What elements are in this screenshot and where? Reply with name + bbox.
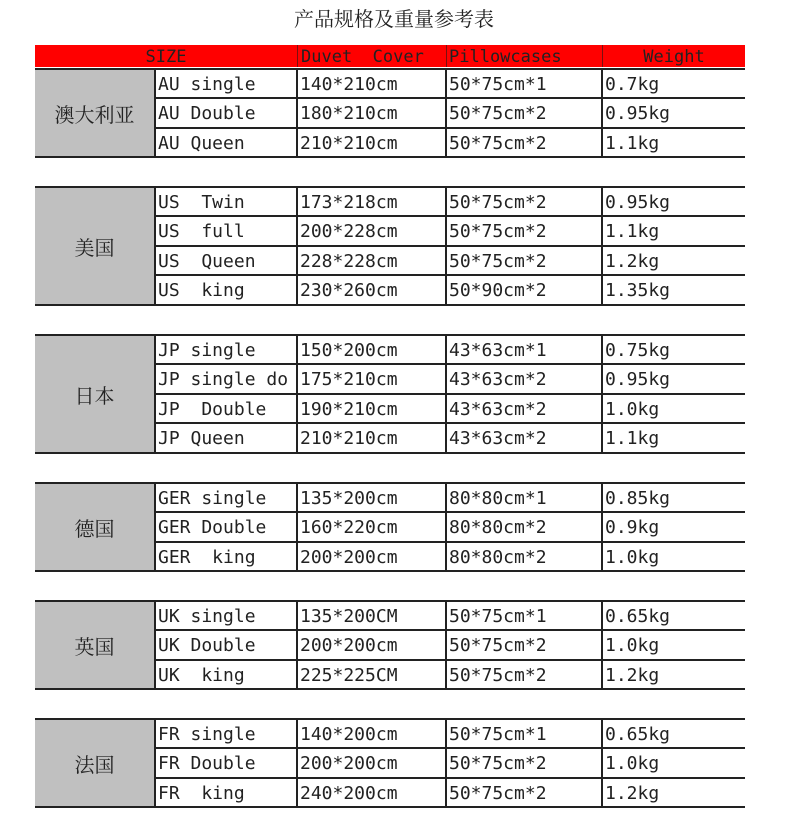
size-cell: FR single — [158, 724, 256, 745]
group-top-border — [35, 334, 745, 336]
table-row — [155, 748, 745, 777]
column-divider — [296, 187, 298, 305]
duvet-cover-cell: 228*228cm — [300, 251, 398, 272]
duvet-cover-cell: 200*228cm — [300, 221, 398, 242]
column-divider — [154, 69, 156, 157]
row-divider — [35, 688, 745, 690]
column-divider — [445, 719, 447, 807]
weight-cell: 1.2kg — [605, 251, 660, 272]
country-group — [35, 601, 745, 689]
table-row — [155, 512, 745, 541]
duvet-cover-cell: 135*200cm — [300, 488, 398, 509]
column-divider — [296, 719, 298, 807]
header-divider — [297, 45, 298, 67]
pillowcases-cell: 80*80cm*2 — [449, 547, 547, 568]
weight-cell: 1.2kg — [605, 665, 660, 686]
size-cell: GER king — [158, 547, 256, 568]
weight-cell: 1.0kg — [605, 399, 660, 420]
pillowcases-cell: 50*75cm*2 — [449, 221, 547, 242]
pillowcases-cell: 43*63cm*1 — [449, 340, 547, 361]
column-divider — [296, 483, 298, 571]
table-row — [155, 542, 745, 571]
column-divider — [154, 719, 156, 807]
duvet-cover-cell: 135*200CM — [300, 606, 398, 627]
table-row — [155, 335, 745, 364]
table-row — [155, 216, 745, 245]
group-top-border — [35, 186, 745, 188]
size-cell: JP single do — [158, 369, 289, 390]
header-size: SIZE — [145, 47, 187, 67]
duvet-cover-cell: 140*210cm — [300, 74, 398, 95]
header-duvet-cover: Duvet Cover — [301, 47, 424, 67]
table-header — [35, 45, 745, 67]
row-divider — [35, 570, 745, 572]
duvet-cover-cell: 200*200cm — [300, 547, 398, 568]
table-row — [155, 630, 745, 659]
pillowcases-cell: 43*63cm*2 — [449, 428, 547, 449]
size-cell: UK single — [158, 606, 256, 627]
country-label: 美国 — [35, 187, 154, 305]
weight-cell: 0.9kg — [605, 517, 660, 538]
table-row — [155, 719, 745, 748]
group-top-border — [35, 68, 745, 70]
column-divider — [296, 335, 298, 453]
table-row — [155, 98, 745, 127]
header-weight: Weight — [643, 47, 705, 67]
country-label: 日本 — [35, 335, 154, 453]
duvet-cover-cell: 140*200cm — [300, 724, 398, 745]
pillowcases-cell: 50*75cm*1 — [449, 724, 547, 745]
size-cell: AU Queen — [158, 133, 245, 154]
column-divider — [296, 69, 298, 157]
duvet-cover-cell: 175*210cm — [300, 369, 398, 390]
country-group — [35, 69, 745, 157]
weight-cell: 0.95kg — [605, 192, 671, 213]
pillowcases-cell: 80*80cm*1 — [449, 488, 547, 509]
weight-cell: 0.85kg — [605, 488, 671, 509]
size-cell: US Queen — [158, 251, 256, 272]
duvet-cover-cell: 210*210cm — [300, 428, 398, 449]
size-cell: AU single — [158, 74, 256, 95]
weight-cell: 1.2kg — [605, 783, 660, 804]
table-row — [155, 483, 745, 512]
country-label: 法国 — [35, 719, 154, 807]
pillowcases-cell: 50*75cm*2 — [449, 103, 547, 124]
page-title: 产品规格及重量参考表 — [294, 7, 494, 31]
weight-cell: 1.1kg — [605, 133, 660, 154]
column-divider — [601, 483, 603, 571]
column-divider — [601, 335, 603, 453]
pillowcases-cell: 43*63cm*2 — [449, 399, 547, 420]
column-divider — [601, 69, 603, 157]
pillowcases-cell: 50*90cm*2 — [449, 280, 547, 301]
country-group — [35, 483, 745, 571]
country-group — [35, 335, 745, 453]
pillowcases-cell: 80*80cm*2 — [449, 517, 547, 538]
pillowcases-cell: 50*75cm*2 — [449, 635, 547, 656]
duvet-cover-cell: 190*210cm — [300, 399, 398, 420]
weight-cell: 0.65kg — [605, 606, 671, 627]
column-divider — [445, 187, 447, 305]
row-divider — [35, 452, 745, 454]
size-cell: AU Double — [158, 103, 256, 124]
column-divider — [154, 483, 156, 571]
size-cell: GER single — [158, 488, 267, 509]
size-cell: GER Double — [158, 517, 267, 538]
pillowcases-cell: 50*75cm*2 — [449, 665, 547, 686]
weight-cell: 1.1kg — [605, 221, 660, 242]
duvet-cover-cell: 230*260cm — [300, 280, 398, 301]
column-divider — [601, 187, 603, 305]
size-cell: JP Double — [158, 399, 267, 420]
size-cell: JP Queen — [158, 428, 245, 449]
pillowcases-cell: 50*75cm*2 — [449, 133, 547, 154]
group-top-border — [35, 482, 745, 484]
weight-cell: 0.95kg — [605, 103, 671, 124]
pillowcases-cell: 50*75cm*1 — [449, 606, 547, 627]
pillowcases-cell: 50*75cm*2 — [449, 192, 547, 213]
weight-cell: 1.1kg — [605, 428, 660, 449]
group-top-border — [35, 600, 745, 602]
size-cell: FR king — [158, 783, 245, 804]
column-divider — [154, 601, 156, 689]
column-divider — [601, 601, 603, 689]
column-divider — [296, 601, 298, 689]
column-divider — [601, 719, 603, 807]
table-row — [155, 778, 745, 807]
weight-cell: 0.7kg — [605, 74, 660, 95]
column-divider — [445, 335, 447, 453]
table-row — [155, 128, 745, 157]
table-row — [155, 660, 745, 689]
duvet-cover-cell: 200*200cm — [300, 753, 398, 774]
size-cell: US Twin — [158, 192, 245, 213]
duvet-cover-cell: 173*218cm — [300, 192, 398, 213]
country-label: 澳大利亚 — [35, 69, 154, 157]
pillowcases-cell: 50*75cm*2 — [449, 783, 547, 804]
header-pillowcases: Pillowcases — [449, 47, 562, 67]
pillowcases-cell: 50*75cm*1 — [449, 74, 547, 95]
table-row — [155, 394, 745, 423]
pillowcases-cell: 50*75cm*2 — [449, 753, 547, 774]
weight-cell: 1.35kg — [605, 280, 671, 301]
table-row — [155, 246, 745, 275]
row-divider — [35, 156, 745, 158]
header-divider — [446, 45, 447, 67]
duvet-cover-cell: 150*200cm — [300, 340, 398, 361]
column-divider — [154, 335, 156, 453]
column-divider — [445, 69, 447, 157]
weight-cell: 0.75kg — [605, 340, 671, 361]
country-label: 英国 — [35, 601, 154, 689]
country-group — [35, 187, 745, 305]
size-cell: US king — [158, 280, 245, 301]
pillowcases-cell: 50*75cm*2 — [449, 251, 547, 272]
table-row — [155, 601, 745, 630]
table-row — [155, 423, 745, 452]
group-top-border — [35, 718, 745, 720]
table-row — [155, 364, 745, 393]
column-divider — [445, 601, 447, 689]
column-divider — [445, 483, 447, 571]
size-cell: JP single — [158, 340, 256, 361]
size-cell: UK king — [158, 665, 245, 686]
weight-cell: 1.0kg — [605, 753, 660, 774]
row-divider — [35, 806, 745, 808]
size-cell: US full — [158, 221, 245, 242]
row-divider — [35, 304, 745, 306]
table-row — [155, 69, 745, 98]
weight-cell: 0.65kg — [605, 724, 671, 745]
duvet-cover-cell: 240*200cm — [300, 783, 398, 804]
duvet-cover-cell: 210*210cm — [300, 133, 398, 154]
weight-cell: 1.0kg — [605, 547, 660, 568]
duvet-cover-cell: 160*220cm — [300, 517, 398, 538]
table-row — [155, 275, 745, 304]
country-label: 德国 — [35, 483, 154, 571]
weight-cell: 0.95kg — [605, 369, 671, 390]
pillowcases-cell: 43*63cm*2 — [449, 369, 547, 390]
duvet-cover-cell: 225*225CM — [300, 665, 398, 686]
table-row — [155, 187, 745, 216]
size-cell: UK Double — [158, 635, 256, 656]
duvet-cover-cell: 180*210cm — [300, 103, 398, 124]
size-cell: FR Double — [158, 753, 256, 774]
weight-cell: 1.0kg — [605, 635, 660, 656]
column-divider — [154, 187, 156, 305]
duvet-cover-cell: 200*200cm — [300, 635, 398, 656]
country-group — [35, 719, 745, 807]
